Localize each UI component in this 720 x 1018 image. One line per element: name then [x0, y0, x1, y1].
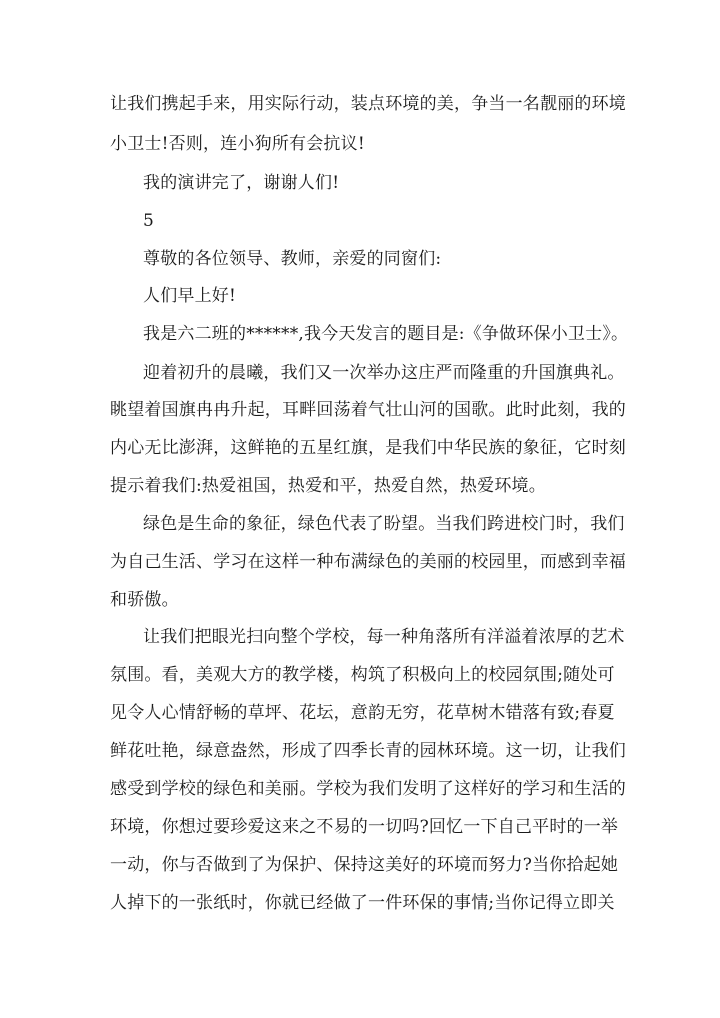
text-line: 我是六二班的******,我今天发言的题目是:《争做环保小卫士》。	[143, 324, 629, 344]
text-line: 人掉下的一张纸时，你就已经做了一件环保的事情;当你记得立即关	[110, 893, 615, 913]
text-line: 让我们携起手来，用实际行动，装点环境的美，争当一名靓丽的环境	[110, 94, 626, 114]
text-line: 氛围。看，美观大方的教学楼，构筑了积极向上的校园氛围;随处可	[110, 665, 615, 685]
text-line: 眺望着国旗冉冉升起，耳畔回荡着气壮山河的国歌。此时此刻，我的	[110, 400, 626, 420]
section-number: 5	[143, 211, 155, 231]
text-line: 尊敬的各位领导、教师，亲爱的同窗们:	[143, 249, 442, 269]
text-line: 让我们把眼光扫向整个学校，每一种角落所有洋溢着浓厚的艺术	[143, 627, 625, 647]
text-line: 内心无比澎湃，这鲜艳的五星红旗，是我们中华民族的象征，它时刻	[110, 438, 626, 458]
text-line: 见令人心情舒畅的草坪、花坛，意韵无穷，花草树木错落有致;春夏	[110, 703, 615, 723]
text-line: 人们早上好!	[143, 286, 237, 306]
text-line: 迎着初升的晨曦，我们又一次举办这庄严而隆重的升国旗典礼。	[143, 363, 625, 383]
text-line: 和骄傲。	[110, 590, 179, 610]
text-line: 小卫士!否则，连小狗所有会抗议!	[110, 134, 365, 154]
text-line: 感受到学校的绿色和美丽。学校为我们发明了这样好的学习和生活的	[110, 779, 626, 799]
text-line: 一动，你与否做到了为保护、保持这美好的环境而努力?当你拾起她	[110, 855, 619, 875]
text-line: 绿色是生命的象征，绿色代表了盼望。当我们跨进校门时，我们	[143, 514, 625, 534]
text-line: 环境，你想过要珍爱这来之不易的一切吗?回忆一下自己平时的一举	[110, 817, 619, 837]
text-line: 为自己生活、学习在这样一种布满绿色的美丽的校园里，而感到幸福	[110, 552, 626, 572]
text-line: 提示着我们:热爱祖国，热爱和平，热爱自然，热爱环境。	[110, 476, 546, 496]
text-line: 我的演讲完了，谢谢人们!	[143, 173, 340, 193]
text-line: 鲜花吐艳，绿意盎然，形成了四季长青的园林环境。这一切，让我们	[110, 741, 626, 761]
